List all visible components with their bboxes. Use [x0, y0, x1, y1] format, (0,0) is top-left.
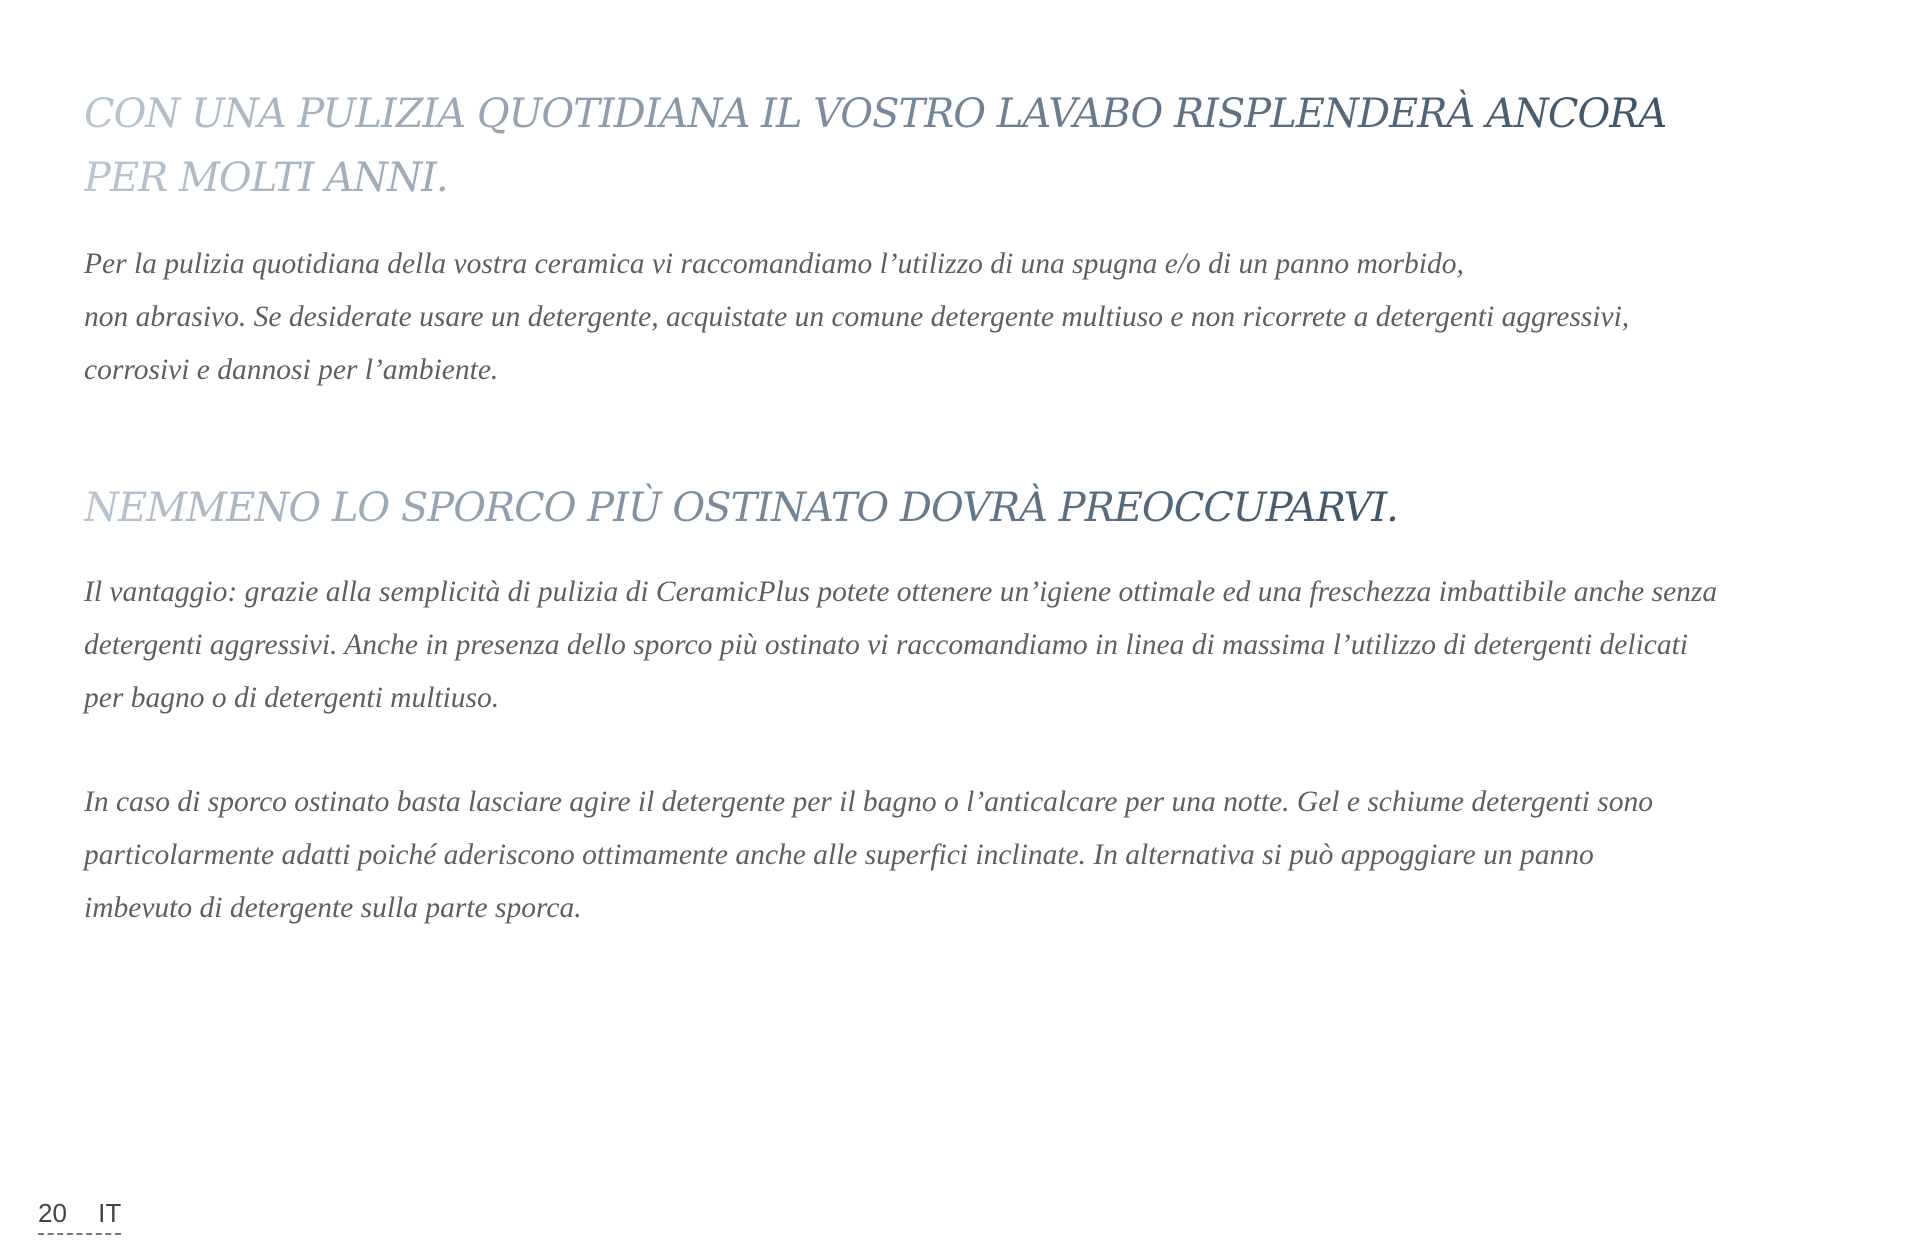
paragraph-stubborn-dirt-tips	[84, 776, 1653, 935]
paragraph-line: Il vantaggio: grazie alla semplicità di pulizia di CeramicPlus potete ottenere un’igiene ottimale ed una freschezza imbattibile anche senza	[84, 576, 1718, 608]
paragraph-advantage	[84, 566, 1717, 725]
paragraph-line: corrosivi e dannosi per l’ambiente.	[84, 354, 499, 386]
page-footer	[38, 1198, 121, 1235]
paragraph-line: imbevuto di detergente sulla parte sporca.	[84, 892, 582, 924]
paragraph-line: detergenti aggressivi. Anche in presenza dello sporco più ostinato vi raccomandiamo in linea di massima l’utilizzo di detergenti delicati	[84, 629, 1689, 661]
paragraph-line: per bagno o di detergenti multiuso.	[84, 682, 500, 714]
paragraph-line: non abrasivo. Se desiderate usare un detergente, acquistate un comune detergente multiuso e non ricorrete a detergenti aggressivi,	[84, 301, 1630, 333]
paragraph-line: particolarmente adatti poiché aderiscono ottimamente anche alle superfici inclinate. In alternativa si può appoggiare un panno	[84, 839, 1594, 871]
page-number: 20	[38, 1198, 67, 1228]
language-code: IT	[98, 1198, 122, 1228]
heading-line: PER MOLTI ANNI.	[84, 155, 448, 201]
paragraph-line: Per la pulizia quotidiana della vostra ceramica vi raccomandiamo l’utilizzo di una spugna e/o di un panno morbido,	[84, 248, 1464, 280]
section-heading-stubborn-dirt	[84, 476, 1398, 540]
heading-line: CON UNA PULIZIA QUOTIDIANA IL VOSTRO LAVABO RISPLENDERÀ ANCORA	[84, 91, 1667, 137]
section-heading-daily-cleaning	[84, 82, 1666, 210]
heading-line: NEMMENO LO SPORCO PIÙ OSTINATO DOVRÀ PREOCCUPARVI.	[84, 485, 1398, 531]
paragraph-line: In caso di sporco ostinato basta lasciare agire il detergente per il bagno o l’anticalcare per una notte. Gel e schiume detergenti sono	[84, 786, 1653, 818]
paragraph-daily-cleaning	[84, 238, 1629, 397]
